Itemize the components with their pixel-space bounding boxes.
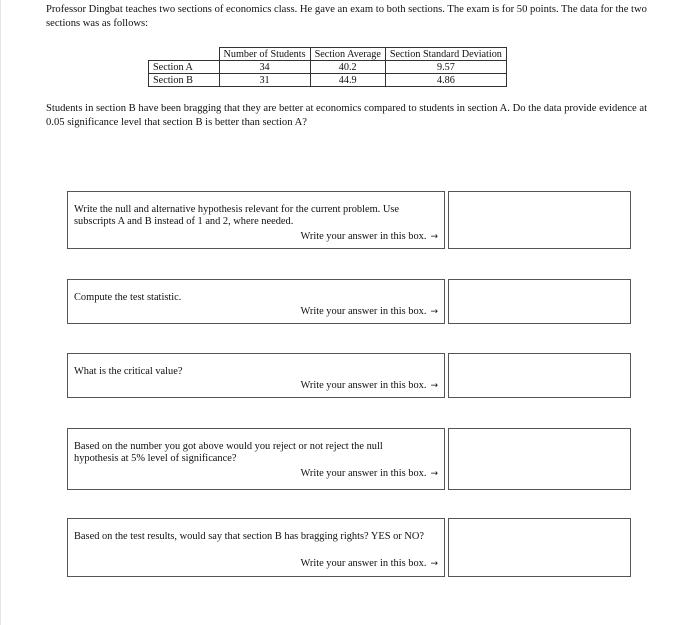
prompt-text: What is the critical value? xyxy=(74,366,183,377)
right-arrow-icon: → xyxy=(430,381,438,391)
row-label: Section B xyxy=(149,74,220,87)
hint-text: Write your answer in this box. xyxy=(300,468,427,479)
cell-sd: 4.86 xyxy=(385,74,506,87)
answer-hint xyxy=(300,558,438,570)
answer-hint xyxy=(300,468,438,480)
reject-decision-prompt-box xyxy=(67,428,445,490)
prompt-text: Write the null and alternative hypothesis relevant for the current problem. Use subscripts A and B instead of 1 and 2, where needed. xyxy=(74,204,400,227)
right-arrow-icon: → xyxy=(430,559,438,569)
cell-students: 34 xyxy=(219,61,310,74)
answer-hint xyxy=(300,306,438,318)
reject-decision-answer-box[interactable] xyxy=(448,428,631,490)
bragging-rights-answer-box[interactable] xyxy=(448,518,631,577)
hypothesis-prompt-box xyxy=(67,191,445,249)
prompt-text: Based on the number you got above would you reject or not reject the null hypothesis at 5% level of significance? xyxy=(74,441,383,464)
column-header-students: Number of Students xyxy=(219,48,310,61)
column-header-average: Section Average xyxy=(310,48,385,61)
hint-text: Write your answer in this box. xyxy=(300,231,427,242)
critical-value-prompt-box xyxy=(67,353,445,398)
right-arrow-icon: → xyxy=(430,232,438,242)
right-arrow-icon: → xyxy=(430,307,438,317)
column-header-sd: Section Standard Deviation xyxy=(385,48,506,61)
critical-value-answer-box[interactable] xyxy=(448,353,631,398)
table-corner-cell xyxy=(149,48,220,61)
hint-text: Write your answer in this box. xyxy=(300,306,427,317)
prompt-text: Based on the test results, would say that section B has bragging rights? YES or NO? xyxy=(74,531,424,542)
test-statistic-prompt-box xyxy=(67,279,445,324)
cell-average: 40.2 xyxy=(310,61,385,74)
bragging-rights-prompt-box xyxy=(67,518,445,577)
section-data-table xyxy=(148,47,507,87)
hypothesis-answer-box[interactable] xyxy=(448,191,631,249)
question-paragraph: Students in section B have been bragging that they are better at economics compared to students in section A. Do the data provide evidence at 0.05 significance level that section B is better than section A? xyxy=(46,103,648,128)
cell-sd: 9.57 xyxy=(385,61,506,74)
table-row-section-b xyxy=(149,74,507,87)
cell-average: 44.9 xyxy=(310,74,385,87)
table-row-section-a xyxy=(149,61,507,74)
right-arrow-icon: → xyxy=(430,469,438,479)
hint-text: Write your answer in this box. xyxy=(300,380,427,391)
answer-hint xyxy=(300,380,438,392)
cell-students: 31 xyxy=(219,74,310,87)
answer-hint xyxy=(300,231,438,243)
row-label: Section A xyxy=(149,61,220,74)
test-statistic-answer-box[interactable] xyxy=(448,279,631,324)
hint-text: Write your answer in this box. xyxy=(300,558,427,569)
intro-paragraph: Professor Dingbat teaches two sections of economics class. He gave an exam to both sections. The exam is for 50 points. The data for the two sections was as follows: xyxy=(46,4,647,29)
prompt-text: Compute the test statistic. xyxy=(74,292,182,303)
table-header-row xyxy=(149,48,507,61)
